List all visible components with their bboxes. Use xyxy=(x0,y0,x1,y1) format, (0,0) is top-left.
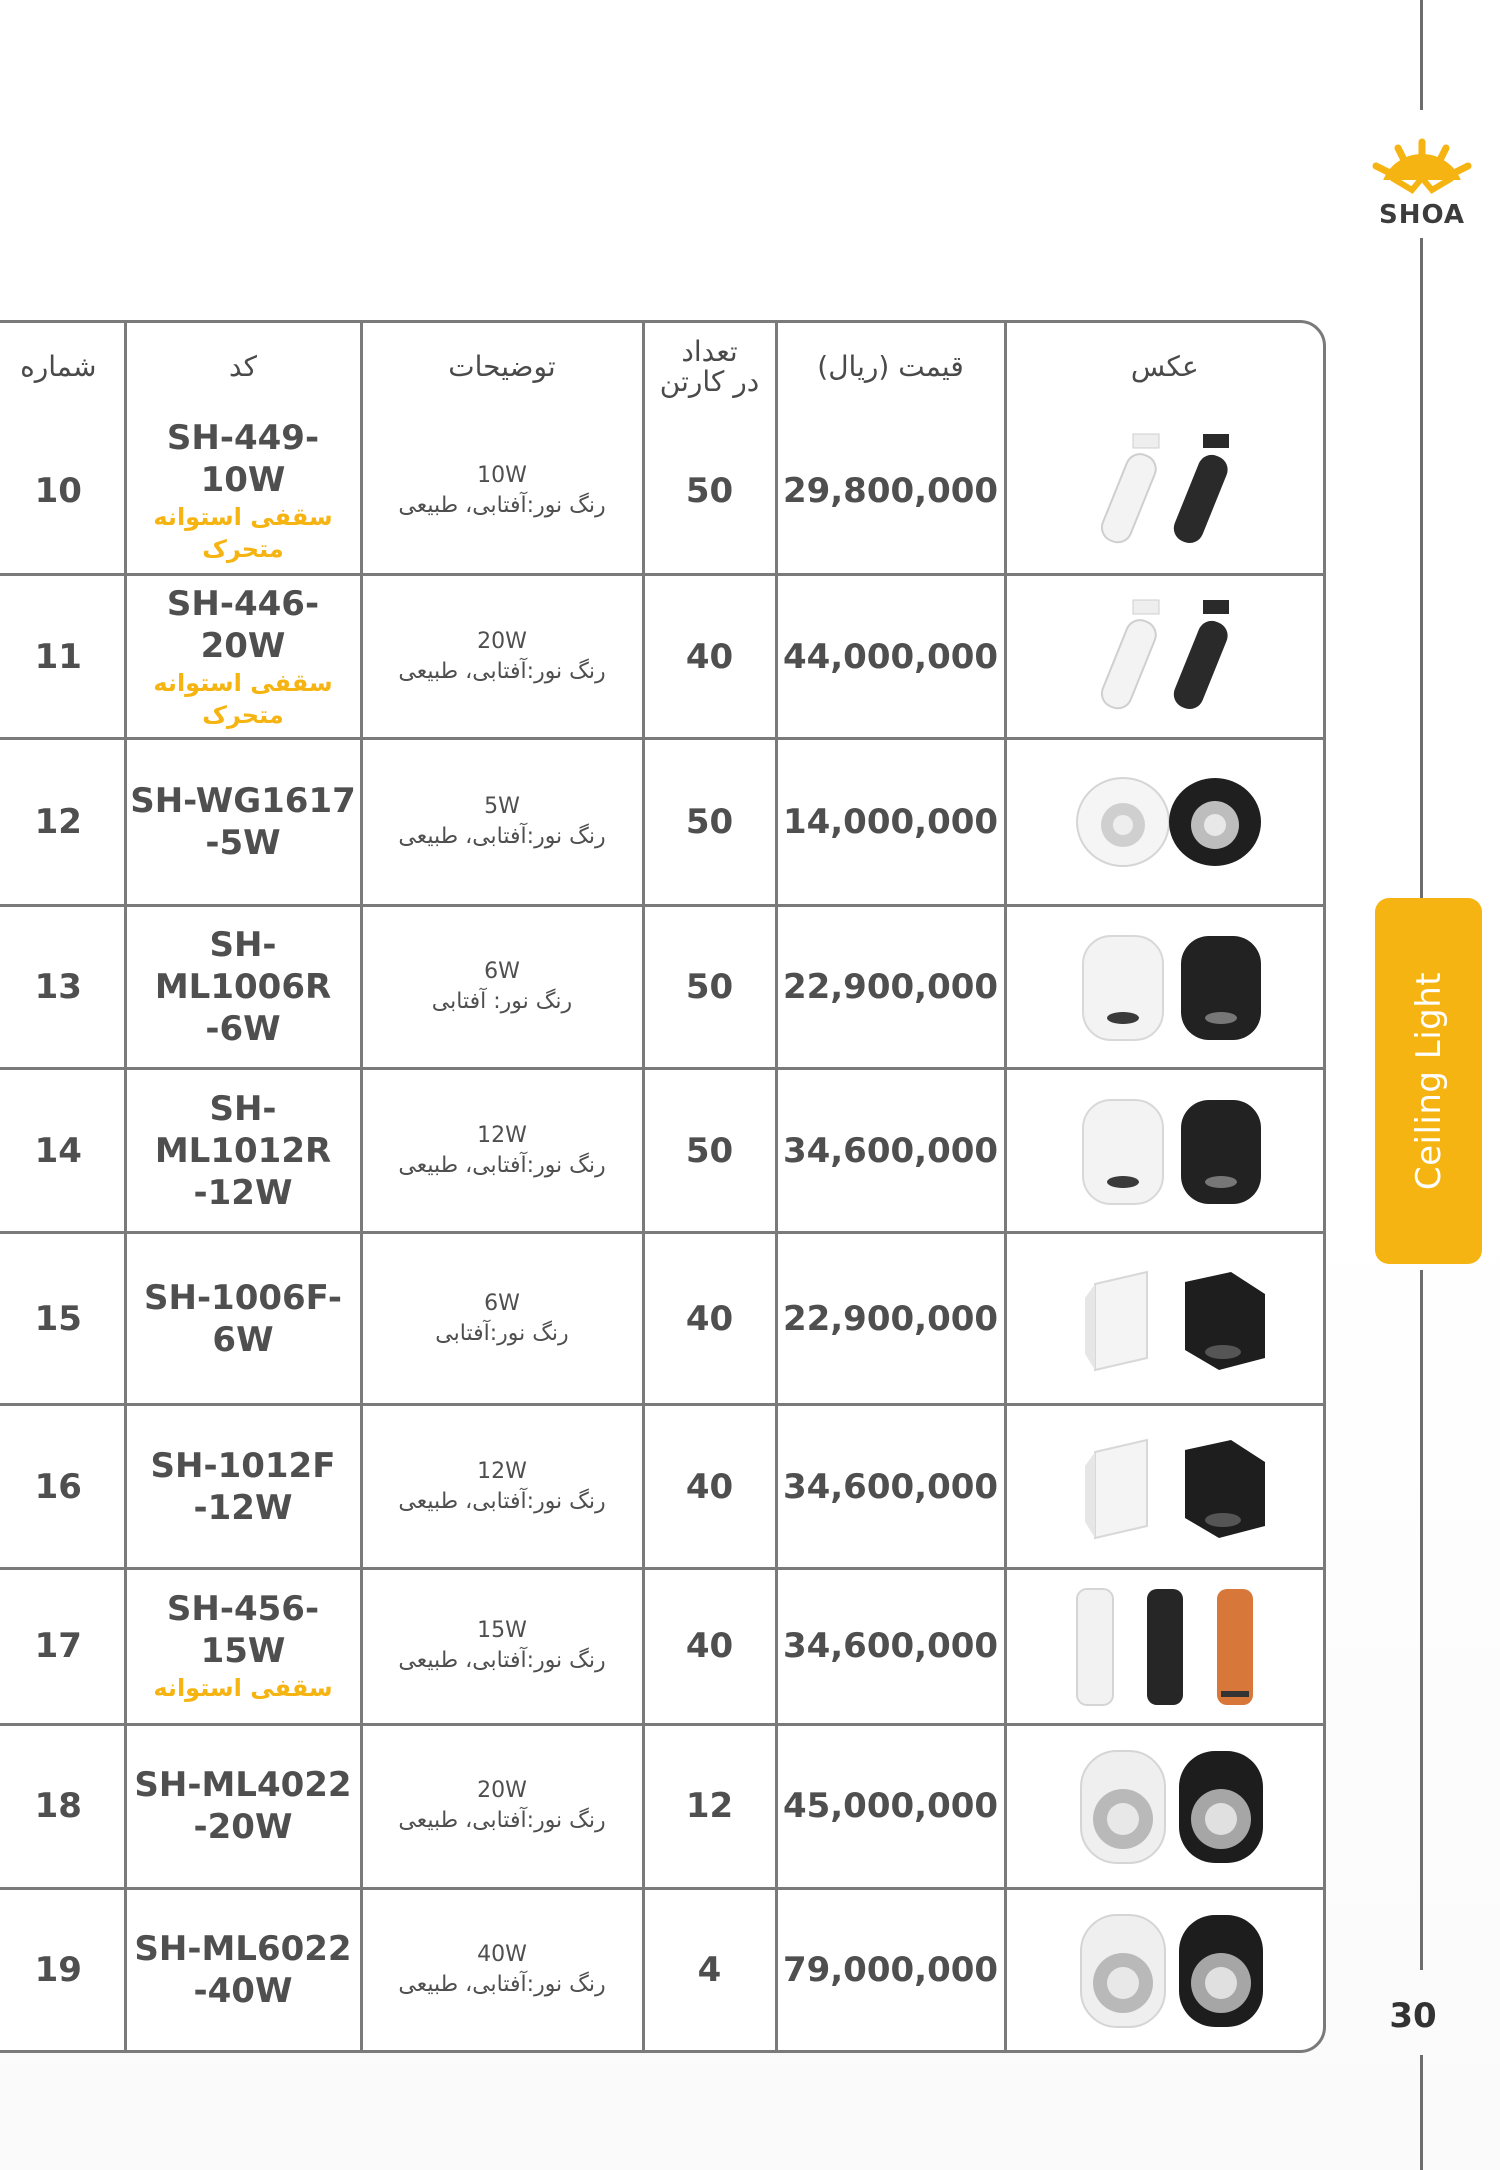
row-code xyxy=(125,410,361,574)
margin-rule xyxy=(1420,2055,1423,2170)
table-row xyxy=(0,410,1323,574)
product-code: SH-ML1006R -6W xyxy=(154,924,332,1049)
product-light-color: رنگ نور: آفتابی xyxy=(431,988,573,1014)
row-photo xyxy=(1005,1069,1323,1233)
row-number-value: 16 xyxy=(34,1466,82,1507)
track-spotlight-pair-icon xyxy=(1007,592,1324,722)
row-quantity xyxy=(643,1233,776,1404)
carton-quantity: 40 xyxy=(685,1626,734,1667)
row-photo xyxy=(1005,410,1323,574)
product-code: SH-ML6022 -40W xyxy=(134,1929,352,2011)
row-code xyxy=(125,739,361,905)
product-light-color: رنگ نور:آفتابی xyxy=(435,1320,569,1346)
row-description xyxy=(361,739,643,905)
table-row xyxy=(0,1233,1323,1404)
product-power: 15W xyxy=(477,1618,527,1644)
table-row xyxy=(0,1569,1323,1724)
row-code xyxy=(125,574,361,738)
product-price: 22,900,000 xyxy=(782,966,999,1007)
page-number: 30 xyxy=(1389,1996,1437,2036)
header-code: کد xyxy=(125,323,361,410)
row-code xyxy=(125,1404,361,1568)
product-price: 44,000,000 xyxy=(782,636,999,677)
row-quantity xyxy=(643,1069,776,1233)
carton-quantity: 50 xyxy=(685,1130,734,1171)
table-row xyxy=(0,1724,1323,1888)
table-row xyxy=(0,739,1323,905)
product-price: 45,000,000 xyxy=(782,1786,999,1827)
row-number xyxy=(0,410,125,574)
row-price xyxy=(776,1724,1005,1888)
track-spotlight-pair-icon xyxy=(1007,426,1324,556)
margin-rule xyxy=(1420,0,1423,110)
row-number-value: 10 xyxy=(34,471,82,512)
row-number-value: 17 xyxy=(34,1626,82,1667)
header-price: قیمت (ریال) xyxy=(776,323,1005,410)
row-quantity xyxy=(643,1724,776,1888)
row-photo xyxy=(1005,1233,1323,1404)
row-price xyxy=(776,574,1005,738)
cylinder-downlight-pair-icon xyxy=(1007,1086,1324,1216)
row-number xyxy=(0,574,125,738)
row-description xyxy=(361,574,643,738)
header-qty-line2: در کارتن xyxy=(659,364,760,398)
brand-name: SHOA xyxy=(1378,200,1465,230)
product-type: سقفی استوانه متحرک xyxy=(153,503,333,564)
row-description xyxy=(361,905,643,1068)
row-number xyxy=(0,1889,125,2050)
carton-quantity: 40 xyxy=(685,1466,734,1507)
row-quantity xyxy=(643,905,776,1068)
row-number xyxy=(0,739,125,905)
product-light-color: رنگ نور:آفتابی، طبیعی xyxy=(398,658,606,684)
row-code xyxy=(125,1069,361,1233)
row-number xyxy=(0,1724,125,1888)
row-price xyxy=(776,1069,1005,1233)
header-desc: توضیحات xyxy=(361,323,643,410)
row-number-value: 14 xyxy=(34,1130,82,1171)
row-quantity xyxy=(643,410,776,574)
product-power: 10W xyxy=(477,463,527,489)
product-code: SH-456-15W xyxy=(166,1589,320,1672)
product-type: سقفی استوانه متحرک xyxy=(153,668,333,729)
row-description xyxy=(361,1069,643,1233)
row-number-value: 19 xyxy=(34,1950,82,1990)
product-code: SH-446-20W xyxy=(166,583,320,666)
row-number xyxy=(0,905,125,1068)
square-downlight-pair-icon xyxy=(1007,1422,1324,1552)
row-number-value: 18 xyxy=(34,1786,82,1827)
header-photo: عکس xyxy=(1130,350,1199,383)
row-code xyxy=(125,1889,361,2050)
table-row xyxy=(0,1404,1323,1568)
row-price xyxy=(776,1889,1005,2050)
large-cylinder-pair-icon xyxy=(1007,1905,1324,2035)
row-number xyxy=(0,1233,125,1404)
product-light-color: رنگ نور:آفتابی، طبیعی xyxy=(398,1152,606,1178)
brand-logo xyxy=(1362,138,1482,238)
row-quantity xyxy=(643,1889,776,2050)
row-photo xyxy=(1005,905,1323,1068)
product-price: 14,000,000 xyxy=(782,801,999,842)
product-power: 5W xyxy=(484,793,520,819)
product-power: 6W xyxy=(484,958,520,984)
row-photo xyxy=(1005,1404,1323,1568)
product-code: SH-WG1617 -5W xyxy=(130,780,356,863)
row-photo xyxy=(1005,1889,1323,2050)
product-code: SH-ML4022 -20W xyxy=(134,1765,352,1848)
product-light-color: رنگ نور:آفتابی، طبیعی xyxy=(398,1648,606,1674)
carton-quantity: 50 xyxy=(685,801,734,842)
table-row xyxy=(0,905,1323,1068)
row-number-value: 13 xyxy=(34,966,82,1007)
margin-rule xyxy=(1420,238,1423,898)
row-price xyxy=(776,1404,1005,1568)
product-power: 40W xyxy=(477,1942,527,1967)
product-power: 20W xyxy=(477,1778,527,1804)
product-price: 79,000,000 xyxy=(782,1950,999,1990)
row-price xyxy=(776,410,1005,574)
round-downlight-pair-icon xyxy=(1007,757,1324,887)
product-light-color: رنگ نور:آفتابی، طبیعی xyxy=(398,1488,606,1514)
row-quantity xyxy=(643,1404,776,1568)
product-price: 22,900,000 xyxy=(782,1298,999,1339)
product-light-color: رنگ نور:آفتابی، طبیعی xyxy=(398,493,606,519)
square-downlight-pair-icon xyxy=(1007,1254,1324,1384)
product-code: SH-1006F-6W xyxy=(144,1277,342,1360)
product-code: SH-1012F -12W xyxy=(150,1445,336,1528)
product-light-color: رنگ نور:آفتابی، طبیعی xyxy=(398,823,606,849)
product-type: سقفی استوانه xyxy=(153,1674,333,1703)
product-price: 34,600,000 xyxy=(782,1626,999,1667)
sun-logo-icon xyxy=(1362,138,1482,200)
cylinder-downlight-pair-icon xyxy=(1007,922,1324,1052)
row-number-value: 15 xyxy=(34,1298,82,1339)
table-row xyxy=(0,574,1323,738)
margin-rule xyxy=(1420,1270,1423,1970)
row-description xyxy=(361,1404,643,1568)
product-price: 34,600,000 xyxy=(782,1130,999,1171)
product-power: 12W xyxy=(477,1458,527,1484)
row-quantity xyxy=(643,739,776,905)
row-description xyxy=(361,1569,643,1724)
carton-quantity: 4 xyxy=(697,1950,722,1990)
row-number-value: 12 xyxy=(34,801,82,842)
product-price: 34,600,000 xyxy=(782,1466,999,1507)
row-code xyxy=(125,905,361,1068)
row-description xyxy=(361,1233,643,1404)
row-price xyxy=(776,739,1005,905)
row-description xyxy=(361,1724,643,1888)
header-qty xyxy=(643,323,776,410)
product-power: 20W xyxy=(477,628,527,654)
table-row xyxy=(0,1889,1323,2050)
row-price xyxy=(776,1233,1005,1404)
row-number xyxy=(0,1069,125,1233)
carton-quantity: 40 xyxy=(685,636,734,677)
header-num: شماره xyxy=(0,323,125,410)
row-description xyxy=(361,410,643,574)
product-price: 29,800,000 xyxy=(782,471,999,512)
row-price xyxy=(776,905,1005,1068)
product-light-color: رنگ نور:آفتابی، طبیعی xyxy=(398,1972,606,1997)
row-number xyxy=(0,1404,125,1568)
product-light-color: رنگ نور:آفتابی، طبیعی xyxy=(398,1808,606,1834)
large-cylinder-pair-icon xyxy=(1007,1741,1324,1871)
carton-quantity: 50 xyxy=(685,966,734,1007)
product-power: 12W xyxy=(477,1122,527,1148)
product-code: SH-ML1012R -12W xyxy=(154,1088,332,1213)
row-photo xyxy=(1005,574,1323,738)
row-photo xyxy=(1005,1569,1323,1724)
product-code: SH-449-10W xyxy=(166,418,320,501)
tall-cylinder-trio-icon xyxy=(1007,1581,1324,1711)
row-description xyxy=(361,1889,643,2050)
carton-quantity: 12 xyxy=(685,1786,734,1827)
row-code xyxy=(125,1569,361,1724)
section-tab[interactable] xyxy=(1375,898,1482,1264)
row-number-value: 11 xyxy=(34,636,82,677)
table-header-row xyxy=(0,323,1323,410)
row-code xyxy=(125,1724,361,1888)
section-tab-label: Ceiling Light xyxy=(1408,971,1449,1191)
table-row xyxy=(0,1069,1323,1233)
row-photo xyxy=(1005,1724,1323,1888)
row-code xyxy=(125,1233,361,1404)
carton-quantity: 40 xyxy=(685,1298,734,1339)
product-power: 6W xyxy=(484,1290,520,1316)
carton-quantity: 50 xyxy=(685,471,734,512)
header-qty-line1: تعداد xyxy=(681,334,738,368)
row-number xyxy=(0,1569,125,1724)
row-photo xyxy=(1005,739,1323,905)
row-quantity xyxy=(643,574,776,738)
price-table xyxy=(0,320,1326,2053)
row-price xyxy=(776,1569,1005,1724)
row-quantity xyxy=(643,1569,776,1724)
